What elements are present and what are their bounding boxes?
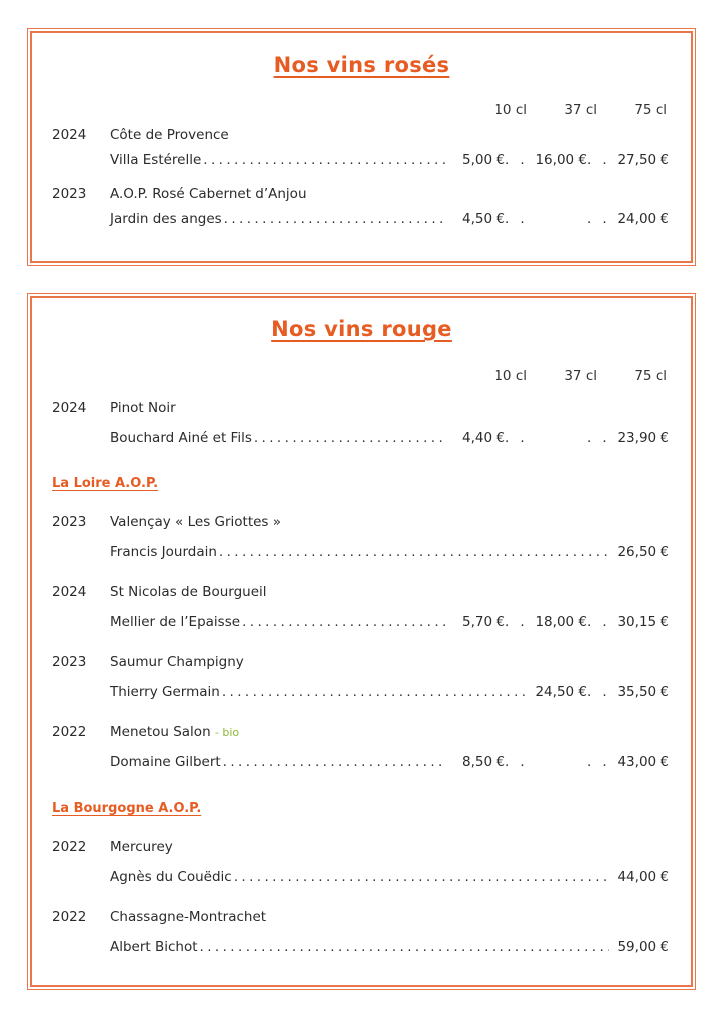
dot-leader <box>203 150 445 170</box>
dot-leader <box>254 428 445 448</box>
price-37cl: 16,00 € <box>535 152 587 168</box>
dot-leader <box>234 867 609 887</box>
price-75cl: 35,50 € <box>617 684 669 700</box>
wine-appellation: Menetou Salon <box>110 724 211 740</box>
col-37cl: 37 cl <box>564 368 597 384</box>
wine-appellation-row <box>52 398 669 418</box>
col-10cl: 10 cl <box>494 102 527 118</box>
wine-producer: Bouchard Ainé et Fils <box>110 430 252 446</box>
wine-price-row <box>52 542 669 562</box>
price-10cl: 4,40 € <box>462 430 505 446</box>
dot-leader <box>242 612 445 632</box>
wine-appellation-row <box>52 125 669 145</box>
wine-year: 2022 <box>52 909 87 925</box>
wine-appellation: St Nicolas de Bourgueil <box>110 584 267 600</box>
dot-leader <box>219 542 609 562</box>
wine-appellation: Valençay « Les Griottes » <box>110 514 282 530</box>
col-37cl: 37 cl <box>564 102 597 118</box>
roses-title: Nos vins rosés <box>273 53 450 77</box>
wine-appellation: Chassagne-Montrachet <box>110 909 267 925</box>
section-heading-loire: La Loire A.O.P. <box>52 476 159 491</box>
price-10cl: 4,50 € <box>462 211 505 227</box>
price-75cl: 44,00 € <box>617 869 669 885</box>
wine-appellation: Saumur Champigny <box>110 654 244 670</box>
wine-price-row <box>52 937 669 957</box>
price-37cl <box>529 209 587 229</box>
wine-producer: Francis Jourdain <box>110 544 217 560</box>
dot-leader <box>224 209 445 229</box>
price-10cl: 8,50 € <box>462 754 505 770</box>
wine-price-row <box>52 428 669 448</box>
dot-leader <box>200 937 609 957</box>
col-75cl: 75 cl <box>634 368 667 384</box>
rouge-column-headers <box>467 368 667 386</box>
wine-price-row <box>52 867 669 887</box>
wine-year: 2023 <box>52 514 87 530</box>
price-10cl: 5,00 € <box>462 152 505 168</box>
section-heading-bourgogne: La Bourgogne A.O.P. <box>52 801 202 816</box>
wine-producer: Domaine Gilbert <box>110 754 221 770</box>
wine-appellation-row <box>52 582 669 602</box>
wine-price-row <box>52 752 669 772</box>
wine-producer: Mellier de l’Epaisse <box>110 614 241 630</box>
price-37cl <box>529 428 587 448</box>
price-75cl: 24,00 € <box>617 211 669 227</box>
wine-year: 2024 <box>52 584 87 600</box>
col-10cl: 10 cl <box>494 368 527 384</box>
wine-year: 2023 <box>52 654 87 670</box>
wine-price-row <box>52 209 669 229</box>
wine-producer: Jardin des anges <box>110 211 222 227</box>
wine-appellation-row <box>52 652 669 672</box>
price-75cl: 43,00 € <box>617 754 669 770</box>
dot-leader <box>223 752 445 772</box>
wine-appellation-row <box>52 512 669 532</box>
wine-appellation-row <box>52 907 669 927</box>
wine-year: 2024 <box>52 127 87 143</box>
wine-year: 2023 <box>52 186 87 202</box>
price-10cl: 5,70 € <box>462 614 505 630</box>
roses-panel <box>30 31 693 263</box>
price-75cl: 59,00 € <box>617 939 669 955</box>
wine-producer: Albert Bichot <box>110 939 198 955</box>
wine-appellation-row <box>52 184 669 204</box>
col-75cl: 75 cl <box>634 102 667 118</box>
wine-producer: Villa Estérelle <box>110 152 202 168</box>
wine-year: 2022 <box>52 724 87 740</box>
wine-appellation: Mercurey <box>110 839 173 855</box>
wine-price-row <box>52 612 669 632</box>
price-75cl: 26,50 € <box>617 544 669 560</box>
price-37cl <box>529 752 587 772</box>
rouge-panel <box>30 296 693 987</box>
price-37cl: 18,00 € <box>535 614 587 630</box>
wine-appellation-row <box>52 837 669 857</box>
wine-appellation-row <box>52 722 669 742</box>
price-37cl: 24,50 € <box>535 684 587 700</box>
wine-price-row <box>52 682 669 702</box>
rouge-title: Nos vins rouge <box>271 317 452 341</box>
wine-year: 2022 <box>52 839 87 855</box>
wine-appellation: A.O.P. Rosé Cabernet d’Anjou <box>110 186 307 202</box>
wine-price-row <box>52 150 669 170</box>
wine-producer: Agnès du Couëdic <box>110 869 232 885</box>
price-75cl: 27,50 € <box>617 152 669 168</box>
price-75cl: 23,90 € <box>617 430 669 446</box>
roses-column-headers <box>467 102 667 120</box>
wine-appellation: Pinot Noir <box>110 400 176 416</box>
bio-tag: - bio <box>214 726 240 739</box>
wine-producer: Thierry Germain <box>110 684 220 700</box>
dot-leader <box>222 682 527 702</box>
wine-appellation: Côte de Provence <box>110 127 229 143</box>
wine-year: 2024 <box>52 400 87 416</box>
price-75cl: 30,15 € <box>617 614 669 630</box>
